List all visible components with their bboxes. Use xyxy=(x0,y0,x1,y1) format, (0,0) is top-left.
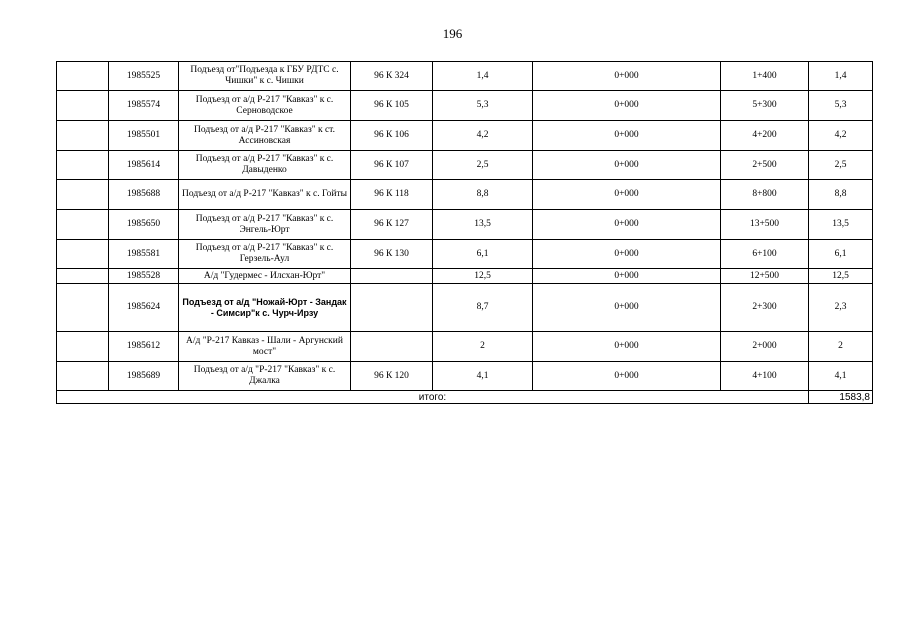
start-km-cell: 0+000 xyxy=(533,362,721,391)
road-length-cell: 4,1 xyxy=(433,362,533,391)
road-code-cell: 96 К 324 xyxy=(351,62,433,91)
row-blank-cell xyxy=(57,91,109,121)
road-name-cell: А/д "Р-217 Кавказ - Шали - Аргунский мост" xyxy=(179,332,351,362)
road-code-cell: 96 К 106 xyxy=(351,121,433,151)
road-length-cell: 8,8 xyxy=(433,180,533,210)
road-total-cell: 5,3 xyxy=(809,91,873,121)
row-blank-cell xyxy=(57,151,109,180)
table-row xyxy=(57,151,873,180)
start-km-cell: 0+000 xyxy=(533,121,721,151)
end-km-cell: 2+300 xyxy=(721,284,809,332)
road-total-cell: 2 xyxy=(809,332,873,362)
road-total-cell: 12,5 xyxy=(809,269,873,284)
start-km-cell: 0+000 xyxy=(533,62,721,91)
road-total-cell: 4,2 xyxy=(809,121,873,151)
road-length-cell: 2,5 xyxy=(433,151,533,180)
road-length-cell: 2 xyxy=(433,332,533,362)
road-name-cell: Подъезд от а/д Р-217 "Кавказ" к с. Давыденко xyxy=(179,151,351,180)
road-name-cell: Подъезд от а/д Р-217 "Кавказ" к ст. Ассиновская xyxy=(179,121,351,151)
row-blank-cell xyxy=(57,121,109,151)
road-name-cell: Подъезд от а/д Р-217 "Кавказ" к с. Серноводское xyxy=(179,91,351,121)
road-length-cell: 1,4 xyxy=(433,62,533,91)
end-km-cell: 5+300 xyxy=(721,91,809,121)
start-km-cell: 0+000 xyxy=(533,91,721,121)
road-id-cell: 1985650 xyxy=(109,210,179,240)
row-blank-cell xyxy=(57,240,109,269)
table-row xyxy=(57,91,873,121)
road-total-cell: 8,8 xyxy=(809,180,873,210)
end-km-cell: 13+500 xyxy=(721,210,809,240)
row-blank-cell xyxy=(57,210,109,240)
road-length-cell: 5,3 xyxy=(433,91,533,121)
road-id-cell: 1985581 xyxy=(109,240,179,269)
road-name-cell: Подъезд от а/д Р-217 "Кавказ" к с. Энгель-Юрт xyxy=(179,210,351,240)
end-km-cell: 4+200 xyxy=(721,121,809,151)
road-code-cell xyxy=(351,269,433,284)
table-row xyxy=(57,240,873,269)
road-name-cell: Подъезд от а/д Р-217 "Кавказ" к с. Герзель-Аул xyxy=(179,240,351,269)
road-length-cell: 12,5 xyxy=(433,269,533,284)
start-km-cell: 0+000 xyxy=(533,180,721,210)
start-km-cell: 0+000 xyxy=(533,210,721,240)
start-km-cell: 0+000 xyxy=(533,240,721,269)
road-code-cell: 96 К 118 xyxy=(351,180,433,210)
road-id-cell: 1985689 xyxy=(109,362,179,391)
road-id-cell: 1985501 xyxy=(109,121,179,151)
road-code-cell xyxy=(351,284,433,332)
road-length-cell: 13,5 xyxy=(433,210,533,240)
total-value: 1583,8 xyxy=(809,391,873,404)
road-name-cell: Подъезд от а/д Р-217 "Кавказ" к с. Гойты xyxy=(179,180,351,210)
start-km-cell: 0+000 xyxy=(533,269,721,284)
road-id-cell: 1985614 xyxy=(109,151,179,180)
road-name-cell: А/д "Гудермес - Илсхан-Юрт" xyxy=(179,269,351,284)
road-id-cell: 1985624 xyxy=(109,284,179,332)
table-row xyxy=(57,180,873,210)
start-km-cell: 0+000 xyxy=(533,332,721,362)
road-length-cell: 4,2 xyxy=(433,121,533,151)
table-body xyxy=(57,62,873,404)
table-row xyxy=(57,62,873,91)
end-km-cell: 2+500 xyxy=(721,151,809,180)
road-length-cell: 8,7 xyxy=(433,284,533,332)
road-length-cell: 6,1 xyxy=(433,240,533,269)
road-code-cell: 96 К 127 xyxy=(351,210,433,240)
road-code-cell: 96 К 107 xyxy=(351,151,433,180)
page-number: 196 xyxy=(442,26,463,41)
row-blank-cell xyxy=(57,332,109,362)
end-km-cell: 8+800 xyxy=(721,180,809,210)
row-blank-cell xyxy=(57,180,109,210)
road-id-cell: 1985528 xyxy=(109,269,179,284)
road-code-cell xyxy=(351,332,433,362)
road-name-cell: Подъезд от а/д "Ножай-Юрт - Зандак - Симсир"к с. Чурч-Ирзу xyxy=(179,284,351,332)
road-total-cell: 1,4 xyxy=(809,62,873,91)
table-row xyxy=(57,121,873,151)
road-total-cell: 2,5 xyxy=(809,151,873,180)
road-total-cell: 2,3 xyxy=(809,284,873,332)
road-id-cell: 1985525 xyxy=(109,62,179,91)
total-label: итого: xyxy=(57,391,809,404)
table-row xyxy=(57,284,873,332)
table-row xyxy=(57,332,873,362)
road-total-cell: 6,1 xyxy=(809,240,873,269)
total-row xyxy=(57,391,873,404)
roads-table xyxy=(56,61,873,404)
table-row xyxy=(57,269,873,284)
row-blank-cell xyxy=(57,284,109,332)
road-id-cell: 1985574 xyxy=(109,91,179,121)
road-total-cell: 4,1 xyxy=(809,362,873,391)
start-km-cell: 0+000 xyxy=(533,151,721,180)
road-code-cell: 96 К 105 xyxy=(351,91,433,121)
road-code-cell: 96 К 120 xyxy=(351,362,433,391)
road-id-cell: 1985688 xyxy=(109,180,179,210)
row-blank-cell xyxy=(57,62,109,91)
road-total-cell: 13,5 xyxy=(809,210,873,240)
road-id-cell: 1985612 xyxy=(109,332,179,362)
table-row xyxy=(57,210,873,240)
end-km-cell: 4+100 xyxy=(721,362,809,391)
row-blank-cell xyxy=(57,362,109,391)
end-km-cell: 6+100 xyxy=(721,240,809,269)
start-km-cell: 0+000 xyxy=(533,284,721,332)
table-row xyxy=(57,362,873,391)
row-blank-cell xyxy=(57,269,109,284)
road-name-cell: Подъезд от"Подъезда к ГБУ РДТС с. Чишки" к с. Чишки xyxy=(179,62,351,91)
end-km-cell: 1+400 xyxy=(721,62,809,91)
end-km-cell: 2+000 xyxy=(721,332,809,362)
road-code-cell: 96 К 130 xyxy=(351,240,433,269)
end-km-cell: 12+500 xyxy=(721,269,809,284)
road-name-cell: Подъезд от а/д "Р-217 "Кавказ" к с. Джалка xyxy=(179,362,351,391)
